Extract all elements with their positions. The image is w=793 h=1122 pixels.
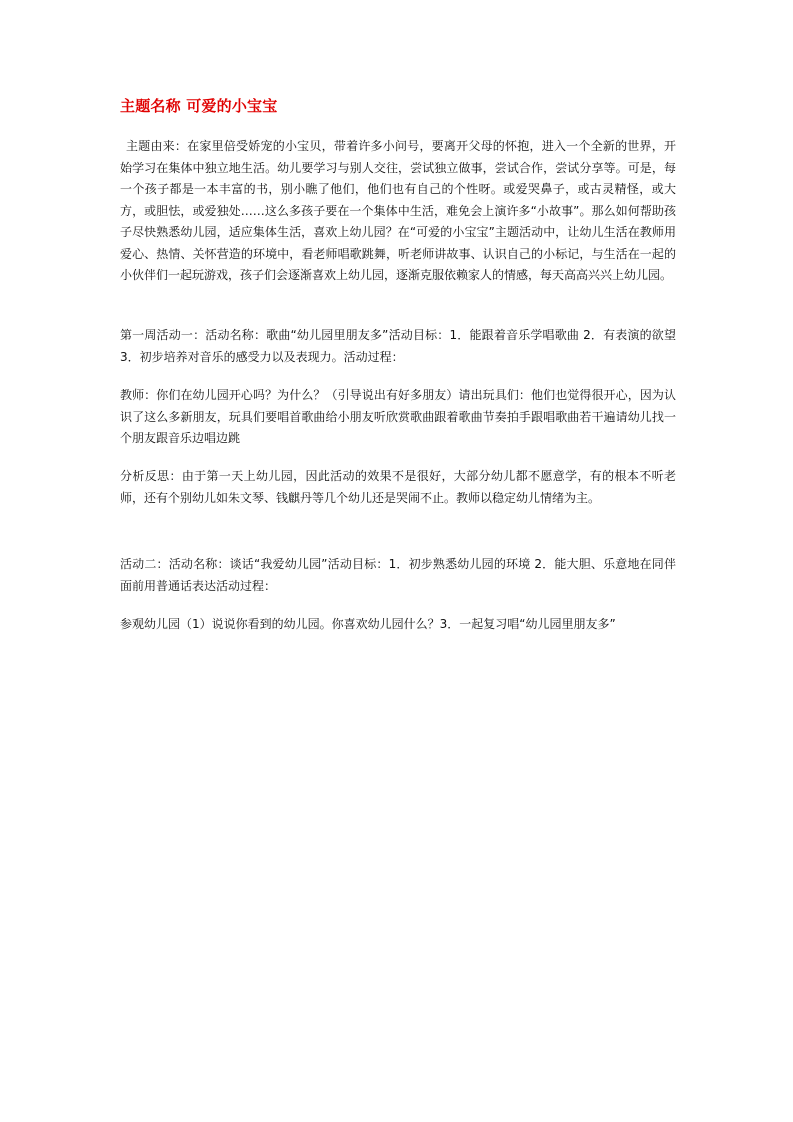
document-title: 主题名称 可爱的小宝宝 <box>120 97 278 115</box>
paragraph-theme-origin: 主题由来：在家里倍受娇宠的小宝贝，带着许多小问号，要离开父母的怀抱，进入一个全新的世界，开始学习在集体中独立地生活。幼儿要学习与别人交往，尝试独立做事，尝试合作，尝试分享等。可是，每一个孩子都是一本丰富的书，别小瞧了他们，他们也有自己的个性呀。或爱哭鼻子，或古灵精怪，或大方，或胆怯，或爱独处……这么多孩子要在一个集体中生活，难免会上演许多“小故事”。那么如何帮助孩子尽快熟悉幼儿园，适应集体生活，喜欢上幼儿园？在“可爱的小宝宝”主题活动中，让幼儿生活在教师用爱心、热情、关怀营造的环境中，看老师唱歌跳舞，听老师讲故事、认识自己的小标记，与生活在一起的小伙伴们一起玩游戏，孩子们会逐渐喜欢上幼儿园，逐渐克服依赖家人的情感，每天高高兴兴上幼儿园。 <box>120 139 676 282</box>
paragraph-reflection: 分析反思：由于第一天上幼儿园，因此活动的效果不是很好，大部分幼儿都不愿意学，有的根本不听老师，还有个别幼儿如朱文琴、钱麒丹等几个幼儿还是哭闹不止。教师以稳定幼儿情绪为主。 <box>120 469 676 505</box>
paragraph-teacher-process: 教师：你们在幼儿园开心吗？为什么？（引导说出有好多朋友）请出玩具们：他们也觉得很开心，因为认识了这么多新朋友，玩具们要唱首歌曲给小朋友听欣赏歌曲跟着歌曲节奏拍手跟唱歌曲若干遍请幼儿找一个朋友跟音乐边唱边跳 <box>120 388 676 445</box>
paragraph-activity2: 活动二：活动名称：谈话“我爱幼儿园”活动目标：1．初步熟悉幼儿园的环境 2．能大胆、乐意地在同伴面前用普通话表达活动过程： <box>120 557 676 593</box>
paragraph-visit-kindergarten: 参观幼儿园（1）说说你看到的幼儿园。你喜欢幼儿园什么？3．一起复习唱“幼儿园里朋友多” <box>120 617 616 631</box>
paragraph-week1-activity1: 第一周活动一：活动名称：歌曲“幼儿园里朋友多”活动目标：1．能跟着音乐学唱歌曲 2．有表演的欲望 3．初步培养对音乐的感受力以及表现力。活动过程： <box>120 328 676 364</box>
